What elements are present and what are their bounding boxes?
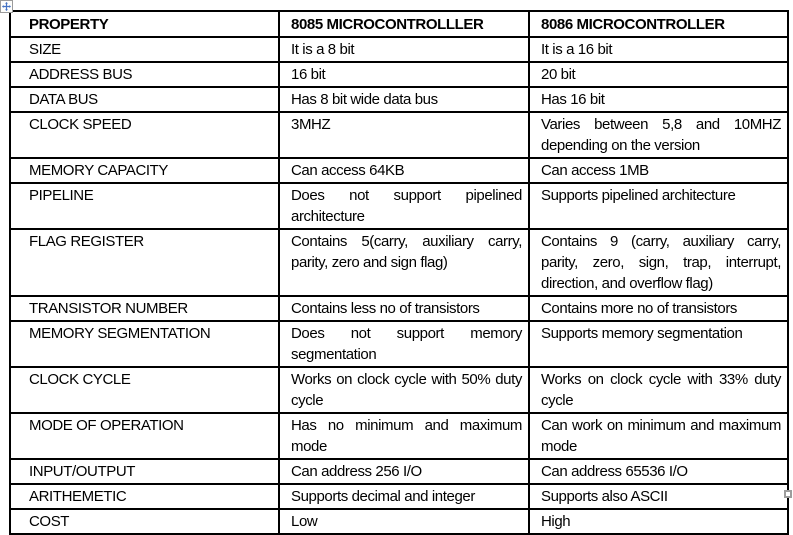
header-8086[interactable]: 8086 MICROCONTROLLER xyxy=(529,11,788,37)
cell-8085-value[interactable]: Contains 5(carry, auxiliary carry, parity, zero and sign flag) xyxy=(279,229,529,296)
table-row-size xyxy=(10,37,788,62)
cell-property[interactable]: COST xyxy=(10,509,279,534)
cell-8085-value[interactable]: It is a 8 bit xyxy=(279,37,529,62)
table-row-mode-of-operation xyxy=(10,413,788,459)
table-row-arithemetic xyxy=(10,484,788,509)
cell-property[interactable]: INPUT/OUTPUT xyxy=(10,459,279,484)
cell-8085-value[interactable]: Supports decimal and integer xyxy=(279,484,529,509)
cell-8086-value[interactable]: Supports pipelined architecture xyxy=(529,183,788,229)
cell-8086-value[interactable]: Can address 65536 I/O xyxy=(529,459,788,484)
table-row-flag-register xyxy=(10,229,788,296)
cell-8086-value[interactable]: It is a 16 bit xyxy=(529,37,788,62)
cell-property[interactable]: DATA BUS xyxy=(10,87,279,112)
table-resize-handle[interactable] xyxy=(784,490,792,498)
table-row-input-output xyxy=(10,459,788,484)
cell-8085-value[interactable]: Has 8 bit wide data bus xyxy=(279,87,529,112)
cell-property[interactable]: MEMORY CAPACITY xyxy=(10,158,279,183)
table-row-clock-speed xyxy=(10,112,788,158)
cell-8086-value[interactable]: 20 bit xyxy=(529,62,788,87)
cell-8086-value[interactable]: Can work on minimum and maximum mode xyxy=(529,413,788,459)
cell-8086-value[interactable]: Has 16 bit xyxy=(529,87,788,112)
table-move-handle[interactable] xyxy=(0,0,13,13)
cell-8086-value[interactable]: Supports also ASCII xyxy=(529,484,788,509)
cell-8085-value[interactable]: Low xyxy=(279,509,529,534)
cell-8086-value[interactable]: Supports memory segmentation xyxy=(529,321,788,367)
cell-8085-value[interactable]: Contains less no of transistors xyxy=(279,296,529,321)
table-row-pipeline xyxy=(10,183,788,229)
table-row-memory-capacity xyxy=(10,158,788,183)
cell-property[interactable]: MEMORY SEGMENTATION xyxy=(10,321,279,367)
cell-8085-value[interactable]: 16 bit xyxy=(279,62,529,87)
cell-8086-value[interactable]: Works on clock cycle with 33% duty cycle xyxy=(529,367,788,413)
cell-8086-value[interactable]: High xyxy=(529,509,788,534)
table-row-data-bus xyxy=(10,87,788,112)
table-header-row xyxy=(10,11,788,37)
cell-8085-value[interactable]: Can address 256 I/O xyxy=(279,459,529,484)
cell-property[interactable]: FLAG REGISTER xyxy=(10,229,279,296)
cell-property[interactable]: CLOCK SPEED xyxy=(10,112,279,158)
cell-property[interactable]: MODE OF OPERATION xyxy=(10,413,279,459)
cell-8085-value[interactable]: Does not support pipelined architecture xyxy=(279,183,529,229)
cell-property[interactable]: CLOCK CYCLE xyxy=(10,367,279,413)
table-row-address-bus xyxy=(10,62,788,87)
cell-8085-value[interactable]: 3MHZ xyxy=(279,112,529,158)
microcontroller-comparison-table xyxy=(9,10,789,535)
table-row-clock-cycle xyxy=(10,367,788,413)
cell-8086-value[interactable]: Contains 9 (carry, auxiliary carry, parity, zero, sign, trap, interrupt, direction, and overflow flag) xyxy=(529,229,788,296)
move-arrows-icon xyxy=(2,2,11,11)
cell-8085-value[interactable]: Can access 64KB xyxy=(279,158,529,183)
cell-8086-value[interactable]: Can access 1MB xyxy=(529,158,788,183)
table-row-transistor-number xyxy=(10,296,788,321)
cell-8086-value[interactable]: Varies between 5,8 and 10MHZ depending on the version xyxy=(529,112,788,158)
cell-property[interactable]: PIPELINE xyxy=(10,183,279,229)
cell-8085-value[interactable]: Does not support memory segmentation xyxy=(279,321,529,367)
cell-property[interactable]: ARITHEMETIC xyxy=(10,484,279,509)
header-property[interactable]: PROPERTY xyxy=(10,11,279,37)
table-row-cost xyxy=(10,509,788,534)
table-row-memory-segmentation xyxy=(10,321,788,367)
cell-property[interactable]: TRANSISTOR NUMBER xyxy=(10,296,279,321)
cell-8085-value[interactable]: Has no minimum and maximum mode xyxy=(279,413,529,459)
cell-8085-value[interactable]: Works on clock cycle with 50% duty cycle xyxy=(279,367,529,413)
cell-property[interactable]: ADDRESS BUS xyxy=(10,62,279,87)
cell-8086-value[interactable]: Contains more no of transistors xyxy=(529,296,788,321)
header-8085[interactable]: 8085 MICROCONTROLLLER xyxy=(279,11,529,37)
cell-property[interactable]: SIZE xyxy=(10,37,279,62)
